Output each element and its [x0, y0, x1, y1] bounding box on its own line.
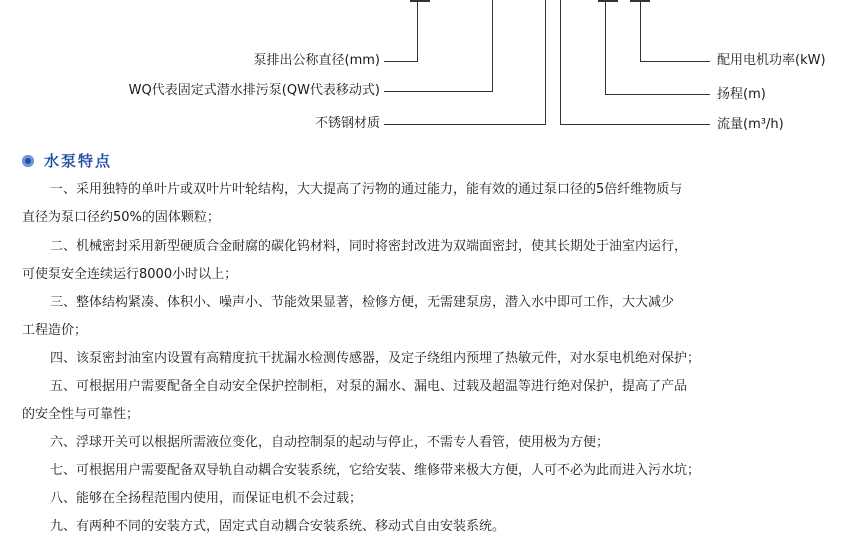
- bullet-icon: [22, 155, 34, 167]
- leader-horizontal: [605, 94, 710, 95]
- leader-horizontal: [384, 124, 546, 125]
- leader-horizontal: [560, 124, 710, 125]
- leader-horizontal: [384, 91, 493, 92]
- label-outlet-diameter: 泵排出公称直径(mm): [253, 53, 380, 68]
- label-pump-type: WQ代表固定式潜水排污泵(QW代表移动式): [128, 83, 380, 98]
- label-material: 不锈钢材质: [314, 116, 380, 131]
- code-tick: [598, 0, 618, 2]
- leader-vertical: [492, 0, 493, 92]
- leader-horizontal: [384, 61, 418, 62]
- label-flow: 流量(m³/h): [717, 117, 784, 132]
- label-head: 扬程(m): [717, 87, 766, 102]
- label-motor-power: 配用电机功率(kW): [717, 53, 826, 68]
- code-tick: [410, 0, 430, 2]
- section-title-text: 水泵特点: [44, 152, 113, 170]
- section-title: [22, 150, 112, 171]
- leader-vertical: [545, 0, 546, 125]
- leader-horizontal: [640, 61, 710, 62]
- leader-vertical: [417, 0, 418, 62]
- leader-vertical: [605, 0, 606, 95]
- leader-vertical: [560, 0, 561, 125]
- leader-vertical: [640, 0, 641, 62]
